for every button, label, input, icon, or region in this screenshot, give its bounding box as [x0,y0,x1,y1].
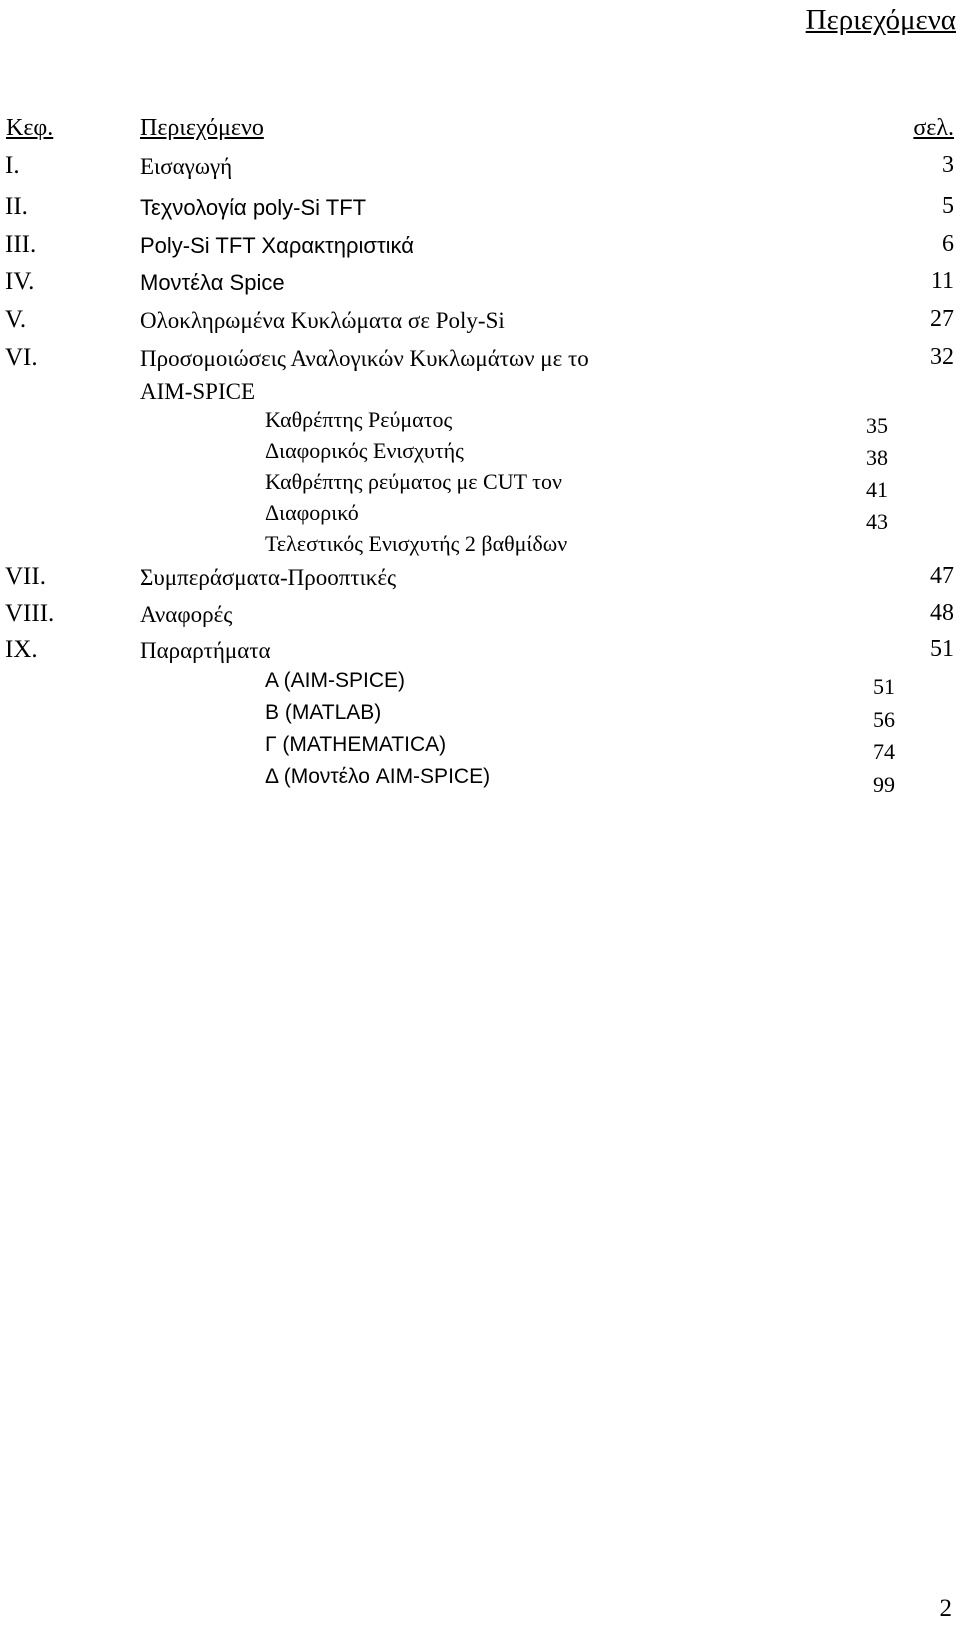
toc-entry-chapter-5 [0,306,960,338]
chapter-title: Ολοκληρωμένα Κυκλώματα σε Poly-Si [140,308,505,333]
chapter-title-line-1: Προσομοιώσεις Αναλογικών Κυκλωμάτων με το [140,346,589,371]
appendix-page: 99 [873,772,895,797]
chapter-number: VII. [5,563,46,590]
chapter-title: Συμπεράσματα-Προοπτικές [140,565,397,590]
toc-entry-chapter-2 [0,193,960,225]
subsection-title: Καθρέπτης ρεύματος με CUT τον [265,469,562,494]
appendix-title: Β (MATLAB) [265,701,382,724]
chapter-number: IV. [5,268,35,295]
chapter-title: Τεχνολογία poly-Si TFT [140,195,367,220]
toc-entry-chapter-7 [0,563,960,595]
appendix-page: 51 [873,674,895,699]
subsection-page: 35 [866,413,888,438]
chapter-page: 6 [942,231,954,257]
chapter-title: Poly-Si TFT Χαρακτηριστικά [140,233,414,258]
subsection-title: Καθρέπτης Ρεύματος [265,407,453,432]
chapter-title: Παραρτήματα [140,638,271,663]
toc-entry-chapter-8 [0,600,960,632]
chapter-number: VI. [5,344,38,371]
appendix-entry-a [0,669,960,699]
chapter-number: III. [5,231,37,258]
appendix-entry-b [0,701,960,731]
chapter-page: 32 [930,344,954,370]
toc-entry-chapter-9 [0,636,960,668]
toc-entry-chapter-6 [0,344,960,408]
column-header-page: σελ. [913,115,954,141]
chapter-page: 51 [930,636,954,662]
subsection-page: 43 [866,509,888,534]
chapter-number: V. [5,306,27,333]
appendix-page: 74 [873,739,895,764]
chapter-number: I. [5,152,20,179]
column-header-chapter: Κεφ. [6,115,54,141]
chapter-title: Αναφορές [140,602,233,627]
appendix-title: Γ (MATHEMATICA) [265,733,447,756]
chapter-title: Εισαγωγή [140,154,233,179]
appendix-title: Α (AIM-SPICE) [265,669,406,692]
chapter-page: 47 [930,563,954,589]
chapter-title: Μοντέλα Spice [140,270,285,295]
chapter-page: 3 [942,152,954,178]
subsection-title: Διαφορικός Ενισχυτής [265,438,464,463]
appendix-entry-c [0,733,960,763]
chapter-page: 5 [942,193,954,219]
subsection-list [0,407,960,556]
chapter-number: VIII. [5,600,55,627]
page-number: 2 [939,1595,952,1622]
subsection-page: 38 [866,445,888,470]
toc-entry-chapter-3 [0,231,960,263]
subsection-title: Διαφορικό [265,500,359,525]
toc-entry-chapter-4 [0,268,960,300]
chapter-title-line-2: AIM-SPICE [140,379,256,404]
appendix-page: 56 [873,707,895,732]
toc-entry-chapter-1 [0,152,960,184]
subsection-title: Τελεστικός Ενισχυτής 2 βαθμίδων [265,531,568,556]
chapter-page: 27 [930,306,954,332]
chapter-number: IX. [5,636,38,663]
page-title: Περιεχόμενα [805,4,956,36]
column-header-content: Περιεχόμενο [140,115,264,141]
subsection-page: 41 [866,477,888,502]
chapter-page: 48 [930,600,954,626]
chapter-page: 11 [930,268,954,294]
chapter-number: II. [5,193,28,220]
appendix-entry-d [0,765,960,795]
appendix-title: Δ (Μοντέλο AIM-SPICE) [265,765,491,788]
